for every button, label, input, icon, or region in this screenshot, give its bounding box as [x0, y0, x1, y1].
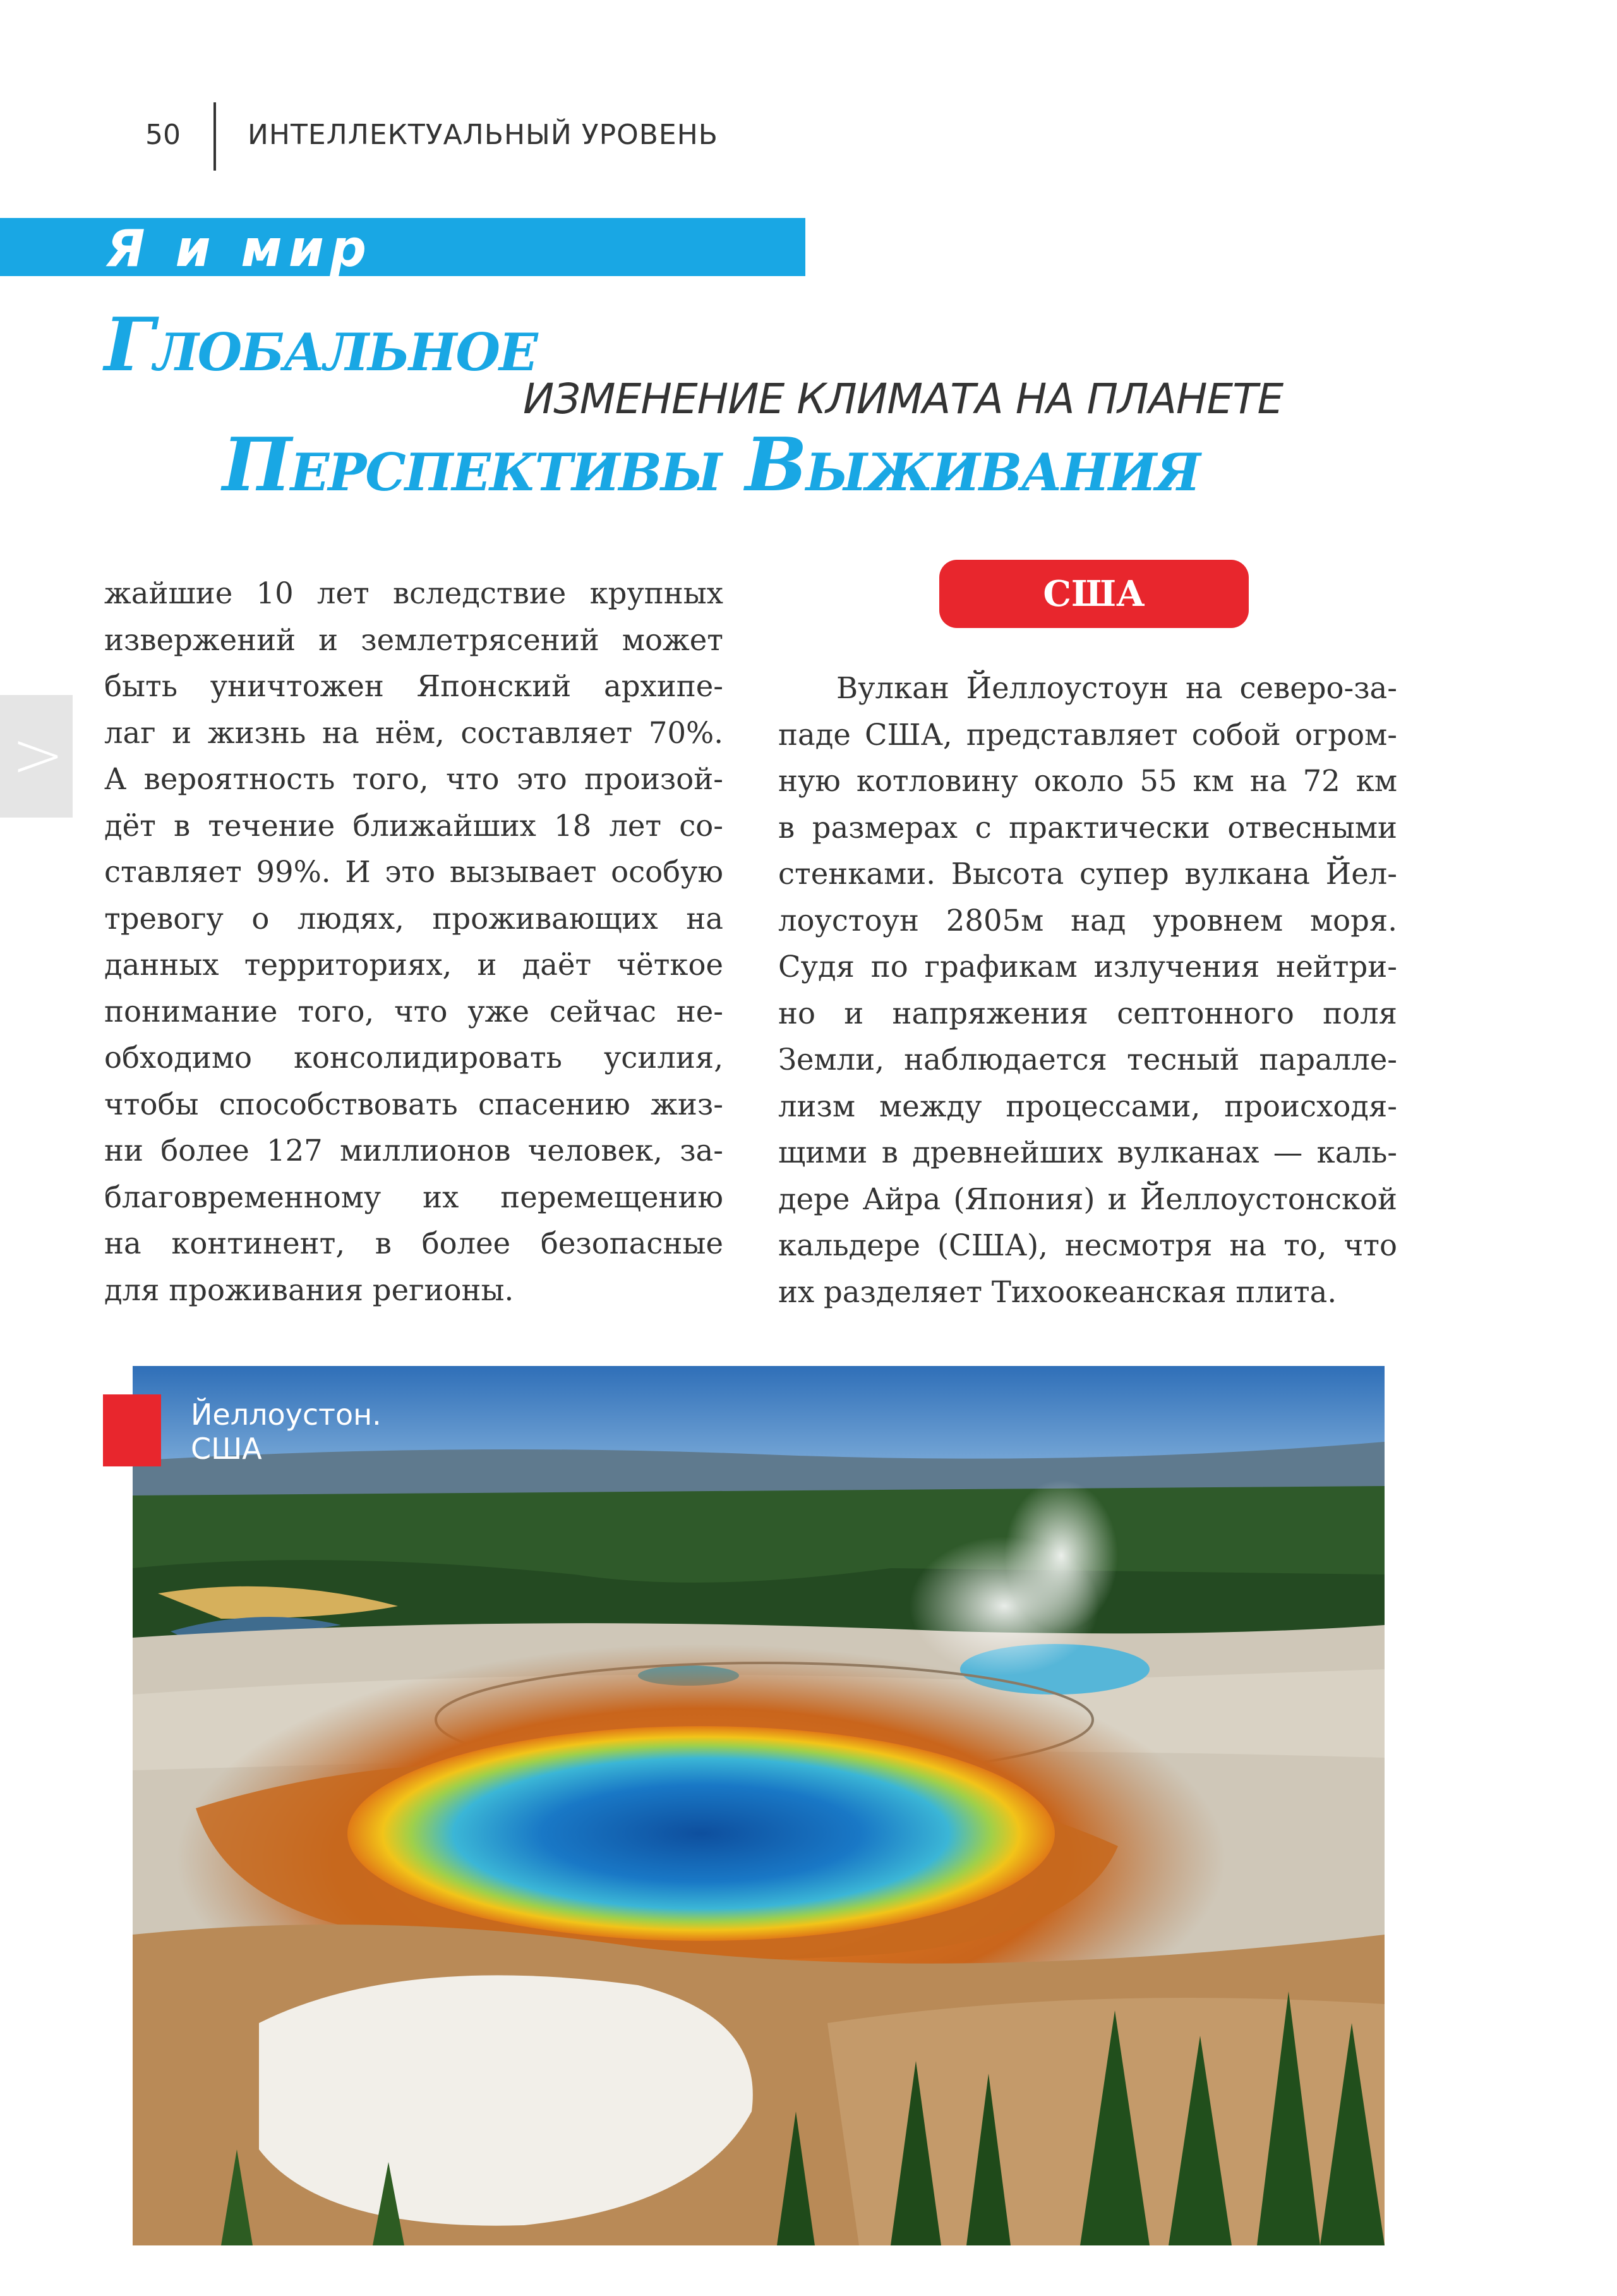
text-line: дере Айра (Япония) и Йеллоустонской — [778, 1181, 1397, 1216]
title-line-3: Перспективы Выживания — [222, 422, 1199, 508]
caption-line-2: США — [191, 1432, 262, 1466]
title-line-2: ИЗМЕНЕНИЕ КЛИМАТА НА ПЛАНЕТЕ — [523, 375, 1283, 423]
text-line: ставляет 99%. И это вызывает особую — [104, 855, 723, 889]
text-line: в размерах с практически отвесными — [778, 810, 1397, 845]
text-line: лизм между процессами, происходя- — [778, 1089, 1397, 1123]
text-line: Судя по графикам излучения нейтри- — [778, 950, 1397, 984]
text-line: Земли, наблюдается тесный паралле- — [778, 1042, 1397, 1077]
page-number: 50 — [145, 119, 181, 151]
text-line: но и напряжения септонного поля — [778, 996, 1397, 1030]
text-line: извержений и землетрясений может — [104, 622, 723, 657]
title-line-1: Глобальное — [104, 302, 537, 388]
yellowstone-photo — [133, 1366, 1385, 2245]
header-divider — [213, 102, 216, 171]
text-line: лоустоун 2805м над уровнем моря. — [778, 903, 1397, 938]
text-line: А вероятность того, что это произой- — [104, 762, 723, 796]
text-line: обходимо консолидировать усилия, — [104, 1041, 723, 1075]
section-banner — [0, 218, 805, 276]
text-line: быть уничтожен Японский архипе- — [104, 669, 723, 703]
text-line: данных территориях, и даёт чёткое — [104, 948, 723, 982]
section-label: Я и мир — [106, 219, 373, 278]
running-title: ИНТЕЛЛЕКТУАЛЬНЫЙ УРОВЕНЬ — [248, 119, 718, 151]
text-line: стенками. Высота супер вулкана Йел- — [778, 857, 1397, 891]
text-line: чтобы способствовать спасению жиз- — [104, 1087, 723, 1121]
photo-caption — [191, 1398, 382, 1466]
text-line: лаг и жизнь на нём, составляет 70%. — [104, 715, 723, 750]
usa-badge-label: США — [1043, 573, 1145, 615]
text-line: понимание того, что уже сейчас не- — [104, 994, 723, 1029]
text-line: жайшие 10 лет вследствие крупных — [104, 576, 723, 610]
text-line: на континент, в более безопасные — [104, 1226, 723, 1260]
right-column-text — [778, 665, 1397, 1315]
text-line: дёт в течение ближайших 18 лет со- — [104, 808, 723, 843]
text-line: ни более 127 миллионов человек, за- — [104, 1133, 723, 1168]
text-line: кальдере (США), несмотря на то, что — [778, 1228, 1397, 1262]
text-line: тревогу о людях, проживающих на — [104, 901, 723, 936]
left-column-text — [104, 571, 723, 1314]
text-line: паде США, представляет собой огром- — [778, 717, 1397, 752]
text-line: ную котловину около 55 км на 72 км — [778, 764, 1397, 798]
caption-line-1: Йеллоустон. — [191, 1398, 382, 1432]
page-nav-tab[interactable] — [0, 695, 73, 818]
text-line: их разделяет Тихоокеанская плита. — [778, 1274, 1337, 1309]
text-line: Вулкан Йеллоустоун на северо-за- — [836, 671, 1397, 705]
text-line: для проживания регионы. — [104, 1272, 514, 1307]
chevron-right-icon: > — [11, 718, 64, 792]
text-line: щими в древнейших вулканах — каль- — [778, 1135, 1397, 1169]
usa-badge — [939, 560, 1249, 628]
caption-marker — [103, 1394, 161, 1466]
text-line: благовременному их перемещению — [104, 1180, 723, 1214]
